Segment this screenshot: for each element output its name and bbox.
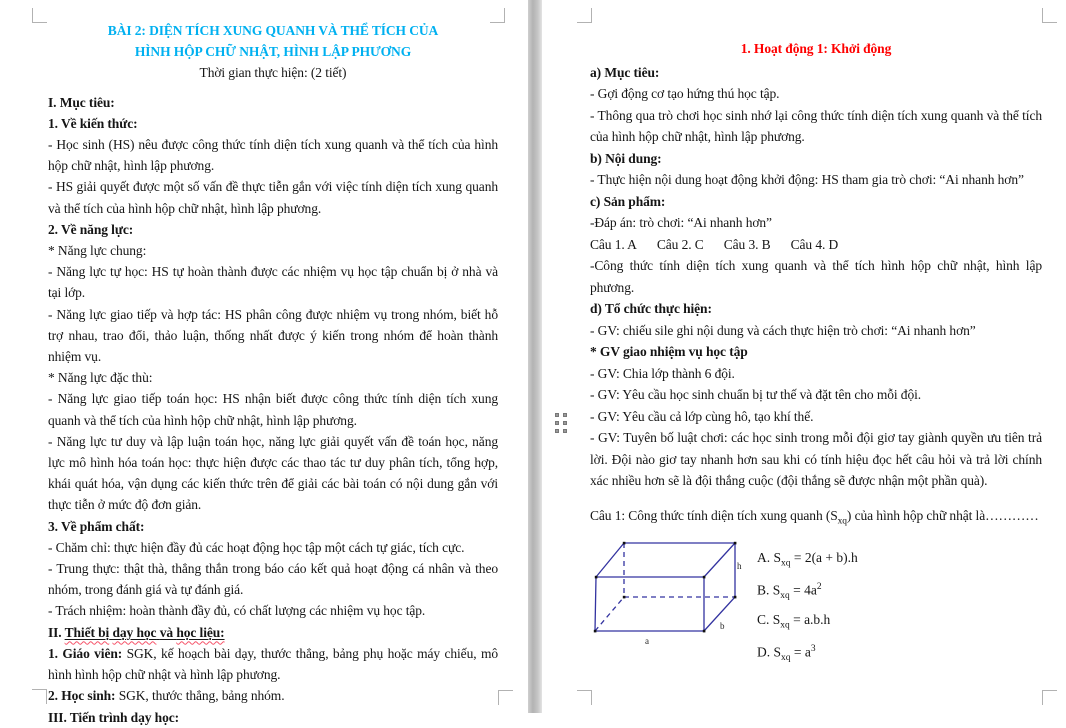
page-gutter [528, 0, 542, 713]
paragraph: A. $S_{xq} = 2(a + b).h$ [757, 550, 858, 569]
paragraph: 3. Về phẩm chất: [48, 518, 145, 534]
paragraph: D. $S_{xq} = a^3$ [757, 643, 816, 663]
page-left [48, 20, 498, 728]
paragraph: III. Tiến trình dạy học: [48, 709, 180, 725]
paragraph: C. $S_{xq} = a.b.h$ [757, 611, 831, 631]
paragraph: - Năng lực tự học: HS tự hoàn thành được các nhiệm vụ học tập chuẩn bị ở nhà và tại lớp. [48, 264, 498, 301]
paragraph: c) Sản phẩm: [590, 193, 666, 209]
paragraph: 2. Về năng lực: [48, 221, 134, 237]
document-title-line2: HÌNH HỘP CHỮ NHẬT, HÌNH LẬP PHƯƠNG [134, 44, 412, 60]
crop-mark [498, 690, 513, 705]
paragraph: - GV: Yêu cầu cả lớp cùng hô, tạo khí thế. [590, 408, 814, 424]
paragraph: II. Thiết bị dạy học và học liệu: [48, 624, 225, 640]
document-subtitle: Thời gian thực hiện: (2 tiết) [199, 65, 347, 81]
right-page-paragraphs [590, 62, 1042, 533]
paragraph: B. $S_{xq} = 4a^2$ [757, 581, 822, 601]
crop-mark [32, 689, 47, 704]
paragraph: - GV: chiếu sile ghi nội dung và cách thực hiện trò chơi: “Ai nhanh hơn” [590, 322, 976, 338]
document-title-line1: BÀI 2: DIỆN TÍCH XUNG QUANH VÀ THỂ TÍCH CỦA [107, 23, 439, 38]
page-right [590, 38, 1042, 533]
paragraph: - Học sinh (HS) nêu được công thức tính diện tích xung quanh và thể tích của hình hộp chữ nhật, hình lập phương. [48, 137, 498, 174]
figure-label-h: h [737, 561, 742, 571]
figure-label-b: b [720, 621, 725, 631]
paragraph: * Năng lực đặc thù: [48, 370, 153, 386]
figure-label-a: a [645, 636, 649, 646]
paragraph: - Trách nhiệm: hoàn thành đầy đủ, có chất lượng các nhiệm vụ học tập. [48, 603, 426, 619]
activity-heading: 1. Hoạt động 1: Khởi động [740, 41, 892, 56]
paragraph: - GV: Chia lớp thành 6 đội. [590, 365, 735, 381]
paragraph: - Thực hiện nội dung hoạt động khởi động: HS tham gia trò chơi: “Ai nhanh hơn” [590, 172, 1024, 187]
move-handle-icon[interactable] [555, 413, 567, 433]
paragraph: - Thông qua trò chơi học sinh nhớ lại công thức tính diện tích xung quanh và thể tích của hình hộp chữ nhật, hình lập phương. [590, 107, 1042, 144]
paragraph: - Trung thực: thật thà, thẳng thắn trong báo cáo kết quả hoạt động cá nhân và theo nhóm, trong đánh giá và tự đánh giá. [48, 561, 498, 598]
paragraph: Câu 1: Công thức tính diện tích xung quanh $(S_{xq})$ của hình hộp chữ nhật là………… [590, 507, 1039, 527]
crop-mark [1042, 8, 1057, 23]
paragraph: a) Mục tiêu: [590, 64, 660, 80]
left-page-paragraphs [48, 92, 498, 728]
paragraph: b) Nội dung: [590, 150, 662, 166]
paragraph: 1. Giáo viên: SGK, kế hoạch bài dạy, thước thẳng, bảng phụ hoặc máy chiếu, mô hình hình hộp chữ nhật và hình lập phương. [48, 645, 498, 683]
paragraph: - HS giải quyết được một số vấn đề thực tiễn gắn với việc tính diện tích xung quanh và thể tích của hình hộp chữ nhật, hình lập phương. [48, 179, 498, 216]
paragraph: Câu 1. A Câu 2. C Câu 3. B Câu 4. D [590, 236, 839, 252]
paragraph: - Năng lực giao tiếp toán học: HS nhận biết được công thức tính diện tích xung quanh và thể tích của hình hộp chữ nhật, hình lập phương. [48, 391, 498, 428]
paragraph: 2. Học sinh: SGK, thước thẳng, bảng nhóm. [48, 688, 285, 704]
paragraph: * Năng lực chung: [48, 243, 147, 259]
crop-mark [1042, 690, 1057, 705]
paragraph: 1. Về kiến thức: [48, 115, 138, 131]
cuboid-figure [583, 536, 751, 658]
crop-mark [577, 8, 592, 23]
paragraph: - Chăm chỉ: thực hiện đầy đủ các hoạt động học tập một cách tự giác, tích cực. [48, 539, 465, 555]
paragraph: -Đáp án: trò chơi: “Ai nhanh hơn” [590, 215, 772, 230]
paragraph: -Công thức tính diện tích xung quanh và thể tích hình hộp chữ nhật, hình lập phương. [590, 258, 1042, 295]
paragraph: - GV: Yêu cầu học sinh chuẩn bị tư thế và đặt tên cho mỗi đội. [590, 387, 922, 402]
paragraph: I. Mục tiêu: [48, 94, 115, 110]
crop-mark [577, 690, 592, 705]
paragraph: - Năng lực giao tiếp và hợp tác: HS phân công được nhiệm vụ trong nhóm, biết hỗ trợ nhau, trao đổi, thảo luận, thống nhất được ý kiến trong nhóm để hoàn thành nhiệm vụ. [48, 306, 498, 365]
paragraph: d) Tổ chức thực hiện: [590, 301, 712, 316]
crop-mark [32, 8, 47, 23]
paragraph: - GV: Tuyên bố luật chơi: các học sinh trong mỗi đội giơ tay giành quyền ưu tiên trả lời. Đội nào giơ tay nhanh hơn sau khi có tính hiệu đọc hết câu hỏi và trả lời chính xác nhiều hơn sẽ là đội thắng cuộc (đội thắng sẽ được nhận một phần quà). [590, 430, 1042, 488]
answer-options [757, 546, 858, 670]
paragraph: * GV giao nhiệm vụ học tập [590, 344, 748, 359]
paragraph: - Năng lực tư duy và lập luận toán học, năng lực giải quyết vấn đề toán học, năng lực mô hình hóa toán học: thực hiện được các thao tác tư duy phân tích, tổng hợp, khái quát hóa, vận dụng các kiến thức trên để giải các bài toán có nội dung gắn với thực tiễn ở mức độ đơn giản. [48, 433, 498, 513]
paragraph: - Gợi động cơ tạo hứng thú học tập. [590, 86, 780, 101]
